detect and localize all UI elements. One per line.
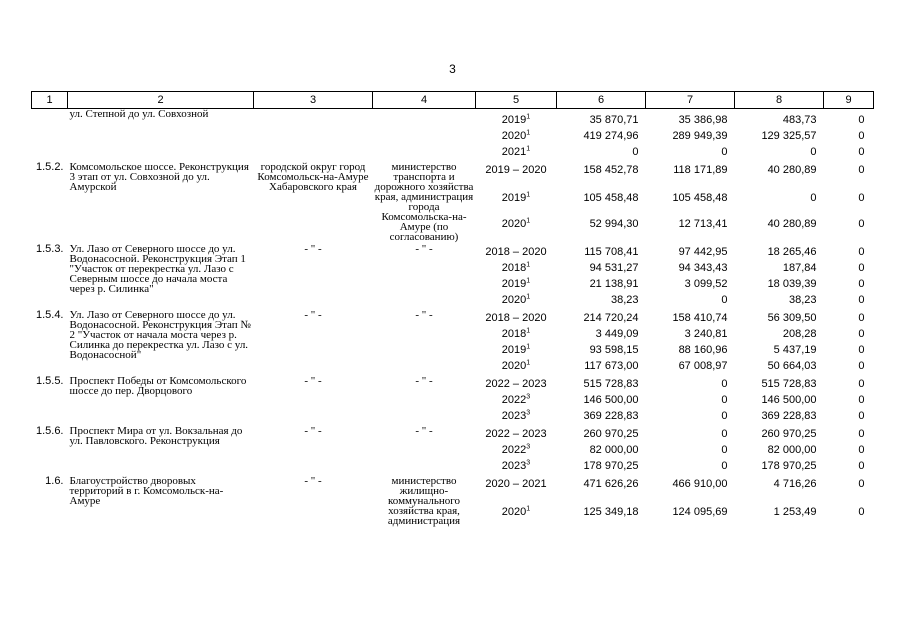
year-cell	[476, 374, 557, 392]
federal-amount-cell: 88 160,96	[678, 344, 728, 356]
federal-amount-cell: 0	[721, 378, 728, 390]
header-cell: 1	[32, 92, 68, 109]
responsible-cell: - " -	[415, 243, 433, 255]
federal-amount-cell: 466 910,00	[672, 478, 728, 490]
other-amount-cell: 0	[858, 246, 865, 258]
federal-amount-cell: 0	[721, 394, 728, 406]
regional-amount-cell: 1 253,49	[773, 506, 817, 519]
regional-amount-cell: 82 000,00	[767, 444, 817, 456]
regional-amount-cell: 38,23	[788, 294, 817, 306]
footnote-mark: 1	[526, 261, 531, 269]
year-cell	[476, 424, 557, 442]
regional-amount-cell: 50 664,03	[767, 360, 817, 372]
table-row	[32, 242, 874, 260]
year-cell	[476, 260, 557, 276]
year-cell	[476, 458, 557, 474]
table-row	[32, 308, 874, 326]
footnote-mark: 3	[526, 459, 531, 467]
footnote-mark: 1	[526, 327, 531, 335]
year-text: 2020	[501, 294, 527, 306]
program-table	[31, 91, 874, 526]
year-cell	[476, 308, 557, 326]
year-cell	[476, 408, 557, 424]
executor-cell: - " -	[304, 309, 322, 321]
year-text: 2022 – 2023	[485, 428, 547, 440]
regional-amount-cell: 18 039,39	[767, 278, 817, 290]
footnote-mark: 1	[526, 113, 531, 121]
total-amount-cell: 38,23	[610, 294, 639, 306]
header-cell: 8	[735, 92, 824, 109]
header-cell: 4	[373, 92, 476, 109]
year-text: 2018	[501, 328, 527, 340]
item-name: Проспект Победы от Комсомольского шоссе до пер. Дворцового	[69, 375, 247, 397]
item-name: Проспект Мира от ул. Вокзальная до ул. Павловского. Реконструкция	[69, 425, 243, 447]
federal-amount-cell: 0	[721, 410, 728, 422]
regional-amount-cell: 187,84	[782, 262, 817, 274]
responsible-cell: - " -	[415, 309, 433, 321]
year-cell	[476, 242, 557, 260]
other-amount-cell: 0	[858, 378, 865, 390]
year-text: 2022	[501, 394, 527, 406]
other-amount-cell: 0	[858, 312, 865, 324]
header-cell: 6	[557, 92, 646, 109]
regional-amount-cell: 0	[810, 191, 817, 204]
federal-amount-cell: 0	[721, 294, 728, 306]
regional-amount-cell: 260 970,25	[761, 428, 817, 440]
total-amount-cell: 117 673,00	[584, 360, 639, 372]
regional-amount-cell: 515 728,83	[761, 378, 817, 390]
header-cell: 5	[476, 92, 557, 109]
header-cell: 9	[824, 92, 874, 109]
federal-amount-cell: 67 008,97	[678, 360, 728, 372]
table-row	[32, 109, 874, 129]
year-text: 2018 – 2020	[485, 312, 547, 324]
federal-amount-cell: 3 099,52	[684, 278, 728, 290]
other-amount-cell: 0	[858, 360, 865, 372]
year-cell	[476, 326, 557, 342]
year-text: 2019	[501, 191, 527, 204]
item-code: 1.5.3.	[35, 243, 64, 255]
year-text: 2018 – 2020	[485, 246, 547, 258]
total-amount-cell: 146 500,00	[583, 394, 639, 406]
regional-amount-cell: 40 280,89	[767, 164, 817, 176]
item-code: 1.5.2.	[35, 161, 64, 173]
total-amount-cell: 214 720,24	[583, 312, 639, 324]
footnote-mark: 1	[526, 129, 531, 137]
total-amount-cell: 515 728,83	[583, 378, 639, 390]
footnote-mark: 3	[526, 443, 531, 451]
item-name: Комсомольское шоссе. Реконструкция 3 этап от ул. Совхозной до ул. Амурской	[69, 161, 249, 193]
total-amount-cell: 82 000,00	[589, 444, 639, 456]
year-text: 2020	[501, 506, 527, 519]
item-code: 1.5.6.	[35, 425, 64, 437]
total-amount-cell: 0	[632, 146, 639, 158]
other-amount-cell: 0	[858, 410, 865, 422]
year-cell	[476, 109, 557, 129]
federal-amount-cell: 118 171,89	[673, 164, 728, 176]
total-amount-cell: 35 870,71	[589, 114, 639, 126]
other-amount-cell: 0	[858, 478, 865, 490]
year-text: 2019 – 2020	[485, 164, 547, 176]
regional-amount-cell: 129 325,57	[761, 130, 817, 142]
year-cell	[476, 128, 557, 144]
year-cell	[476, 496, 557, 526]
total-amount-cell: 105 458,48	[583, 191, 639, 204]
item-code: 1.5.5.	[35, 375, 64, 387]
year-text: 2020	[501, 360, 527, 372]
responsible-cell	[373, 109, 476, 161]
regional-amount-cell: 146 500,00	[761, 394, 817, 406]
other-amount-cell: 0	[858, 344, 865, 356]
year-cell	[476, 342, 557, 358]
federal-amount-cell: 289 949,39	[672, 130, 728, 142]
other-amount-cell: 0	[858, 164, 865, 176]
other-amount-cell: 0	[858, 444, 865, 456]
footnote-mark: 1	[526, 190, 531, 198]
table-body	[32, 109, 874, 527]
total-amount-cell: 93 598,15	[589, 344, 639, 356]
total-amount-cell: 471 626,26	[583, 478, 639, 490]
year-cell	[476, 292, 557, 308]
year-cell	[476, 216, 557, 242]
year-cell	[476, 392, 557, 408]
executor-cell: - " -	[304, 425, 322, 437]
other-amount-cell: 0	[858, 428, 865, 440]
total-amount-cell: 419 274,96	[583, 130, 639, 142]
item-name: Благоустройство дворовых территорий в г. Комсомольск-на-Амуре	[69, 475, 224, 507]
responsible-cell: министерство жилищно-коммунального хозяйства края, администрация	[387, 475, 461, 527]
footnote-mark: 1	[526, 343, 531, 351]
other-amount-cell: 0	[858, 294, 865, 306]
year-cell	[476, 144, 557, 160]
year-text: 2019	[501, 344, 527, 356]
year-text: 2020 – 2021	[485, 478, 547, 490]
total-amount-cell: 260 970,25	[583, 428, 639, 440]
responsible-cell: - " -	[415, 425, 433, 437]
item-name: Ул. Лазо от Северного шоссе до ул. Водонасосной. Реконструкция Этап 1 "Участок от перекрестка ул. Лазо с Северным шоссе до начала моста через р. Силинка"	[69, 243, 246, 295]
page-number: 3	[449, 62, 456, 76]
regional-amount-cell: 178 970,25	[761, 460, 817, 472]
year-cell	[476, 160, 557, 190]
header-cell: 3	[254, 92, 373, 109]
year-text: 2023	[501, 410, 527, 422]
regional-amount-cell: 18 265,46	[767, 246, 817, 258]
regional-amount-cell: 483,73	[782, 114, 817, 126]
footnote-mark: 1	[526, 217, 531, 225]
total-amount-cell: 369 228,83	[583, 410, 639, 422]
executor-cell: - " -	[304, 475, 322, 487]
federal-amount-cell: 35 386,98	[678, 114, 728, 126]
header-row	[32, 92, 874, 109]
regional-amount-cell: 208,28	[782, 328, 817, 340]
header-cell: 7	[646, 92, 735, 109]
federal-amount-cell: 94 343,43	[678, 262, 728, 274]
other-amount-cell: 0	[858, 328, 865, 340]
year-text: 2021	[501, 146, 527, 158]
total-amount-cell: 178 970,25	[583, 460, 639, 472]
table-row	[32, 374, 874, 392]
footnote-mark: 1	[526, 277, 531, 285]
total-amount-cell: 94 531,27	[589, 262, 639, 274]
executor-cell	[254, 109, 373, 161]
executor-cell: - " -	[304, 243, 322, 255]
year-text: 2022 – 2023	[485, 378, 547, 390]
federal-amount-cell: 0	[721, 146, 728, 158]
year-text: 2020	[501, 130, 527, 142]
year-cell	[476, 358, 557, 374]
executor-cell: городской округ город Комсомольск-на-Амуре Хабаровского края	[257, 161, 369, 193]
other-amount-cell: 0	[858, 217, 865, 230]
federal-amount-cell: 12 713,41	[678, 217, 728, 230]
footnote-mark: 1	[526, 359, 531, 367]
other-amount-cell: 0	[858, 506, 865, 519]
federal-amount-cell: 0	[721, 428, 728, 440]
total-amount-cell: 115 708,41	[584, 246, 639, 258]
regional-amount-cell: 369 228,83	[761, 410, 817, 422]
other-amount-cell: 0	[858, 262, 865, 274]
year-text: 2022	[501, 444, 527, 456]
footnote-mark: 1	[526, 293, 531, 301]
responsible-cell: - " -	[415, 375, 433, 387]
item-code: 1.6.	[45, 475, 64, 487]
federal-amount-cell: 0	[721, 444, 728, 456]
item-name: Ул. Лазо от Северного шоссе до ул. Водонасосной. Реконструкция Этап № 2 "Участок от начала моста через р. Силинка до перекрестка ул. Лазо с ул. Водонасосной"	[69, 309, 251, 361]
footnote-mark: 1	[526, 145, 531, 153]
table-row	[32, 160, 874, 190]
item-code: 1.5.4.	[35, 309, 64, 321]
responsible-cell: министерство транспорта и дорожного хозяйства края, администрация города Комсомольска-на-Амуре (по согласованию)	[374, 161, 474, 243]
total-amount-cell: 21 138,91	[589, 278, 639, 290]
regional-amount-cell: 5 437,19	[773, 344, 817, 356]
header-cell: 2	[68, 92, 254, 109]
total-amount-cell: 3 449,09	[595, 328, 639, 340]
federal-amount-cell: 124 095,69	[672, 506, 728, 519]
item-name: ул. Степной до ул. Совхозной	[69, 108, 209, 120]
regional-amount-cell: 0	[810, 146, 817, 158]
year-cell	[476, 190, 557, 216]
total-amount-cell: 125 349,18	[583, 506, 639, 519]
other-amount-cell: 0	[858, 460, 865, 472]
item-code	[32, 109, 68, 161]
other-amount-cell: 0	[858, 278, 865, 290]
year-cell	[476, 474, 557, 496]
table-row	[32, 424, 874, 442]
regional-amount-cell: 4 716,26	[773, 478, 817, 490]
year-text: 2020	[501, 217, 527, 230]
year-text: 2023	[501, 460, 527, 472]
other-amount-cell: 0	[858, 130, 865, 142]
federal-amount-cell: 158 410,74	[672, 312, 728, 324]
total-amount-cell: 52 994,30	[589, 217, 639, 230]
total-amount-cell: 158 452,78	[583, 164, 639, 176]
other-amount-cell: 0	[858, 114, 865, 126]
federal-amount-cell: 0	[721, 460, 728, 472]
other-amount-cell: 0	[858, 191, 865, 204]
executor-cell: - " -	[304, 375, 322, 387]
year-cell	[476, 442, 557, 458]
other-amount-cell: 0	[858, 394, 865, 406]
year-text: 2019	[501, 114, 527, 126]
federal-amount-cell: 105 458,48	[672, 191, 728, 204]
footnote-mark: 1	[526, 505, 531, 513]
year-text: 2018	[501, 262, 527, 274]
year-text: 2019	[501, 278, 527, 290]
federal-amount-cell: 3 240,81	[684, 328, 728, 340]
regional-amount-cell: 40 280,89	[767, 217, 817, 230]
table-row	[32, 474, 874, 496]
footnote-mark: 3	[526, 409, 531, 417]
footnote-mark: 3	[526, 393, 531, 401]
other-amount-cell: 0	[858, 146, 865, 158]
federal-amount-cell: 97 442,95	[678, 246, 728, 258]
regional-amount-cell: 56 309,50	[767, 312, 817, 324]
year-cell	[476, 276, 557, 292]
